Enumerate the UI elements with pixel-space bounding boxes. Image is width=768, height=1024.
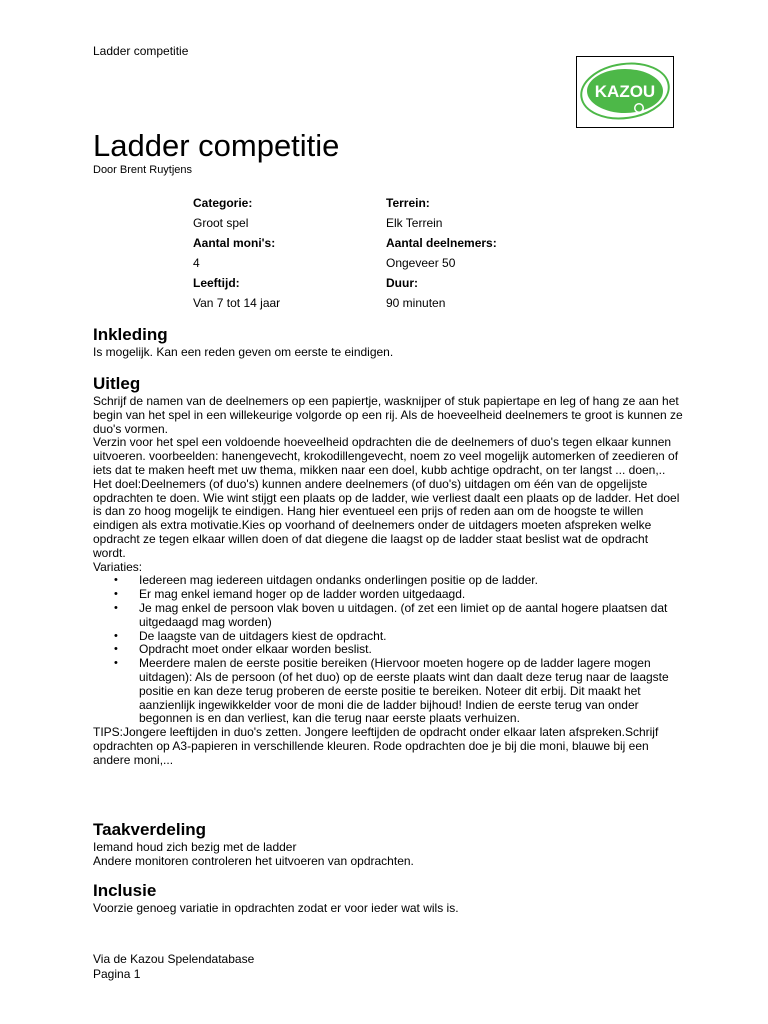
author: Door Brent Ruytjens (93, 164, 193, 176)
text-line: Iemand houd zich bezig met de ladder (93, 840, 297, 854)
categorie-label: Categorie: (193, 196, 253, 210)
list-item: • Iedereen mag iedereen uitdagen ondanks onderlingen positie op de ladder. (93, 574, 669, 588)
terrein-label: Terrein: (386, 196, 430, 210)
deelnemers-value: Ongeveer 50 (386, 256, 456, 270)
list-item: • Meerdere malen de eerste positie bereiken (Hiervoor moeten hogere op de ladder lagere mogen uitdagen): Als de persoon (of het duo) op de eerste plaats wint dan daalt deze terug naar de laagste positie en kan deze terug proberen de eerste positie te bereiken. Noteer dit erbij. Dit maakt het aanzienlijk ingewikkelder voor de moni die de ladder bijhoud! Indien de eerste terug van onder begonnen is en dan verliest, kan die terug naar eerste plaats verhuizen. (93, 657, 669, 726)
tips-paragraph: TIPS:Jongere leeftijden in duo's zetten. Jongere leeftijden de opdracht onder elkaar laten afspreken.Schrijf opdrachten op A3-papieren in verschillende kleuren. Rode opdrachten doe je bij die moni, blauwe bij een andere moni,... (93, 725, 659, 767)
section-text: Is mogelijk. Kan een reden geven om eerste te eindigen. (93, 345, 394, 359)
section-taakverdeling (93, 820, 683, 869)
section-inkleding (93, 325, 683, 360)
paragraph: Het doel:Deelnemers (of duo's) kunnen andere deelnemers (of duo's) uitdagen om één van de opgelijste opdrachten te doen. Wie wint stijgt een plaats op de ladder, wie verliest daalt een plaats op de ladder. Het doel is dan zo hoog mogelijk te eindigen. Hang hier eventueel een prijs of reden aan om de hoogste te willen eindigen als extra motivatie.Kies op voorhand of deelnemers onder de uitdagers moeten afspreken welke opdracht ze tegen elkaar willen doen of dat diegene die laagst op de ladder staat beslist wat de opdracht wordt. (93, 476, 680, 560)
logo-text: KAZOU (594, 82, 656, 101)
footer-page-number: Pagina 1 (93, 967, 141, 981)
meta-row (193, 253, 579, 273)
section-heading: Inclusie (93, 881, 157, 900)
list-item: • Er mag enkel iemand hoger op de ladder worden uitgedaagd. (93, 588, 669, 602)
meta-row (193, 293, 579, 313)
meta-row (193, 193, 579, 213)
paragraph: Variaties: (93, 559, 143, 574)
meta-table (193, 193, 579, 313)
monis-value: 4 (193, 256, 200, 270)
page-title: Ladder competitie (93, 128, 340, 163)
variations-list (93, 574, 683, 726)
section-heading: Uitleg (93, 374, 141, 393)
page-footer (93, 952, 254, 982)
paragraph: Schrijf de namen van de deelnemers op een papiertje, wasknijper of stuk papiertape en leg of hang ze aan het begin van het spel in een willekeurige volgorde op een rij. Als de hoeveelheid deelnemers te groot is kunnen ze duo's vormen. (93, 394, 683, 436)
running-header: Ladder competitie (93, 44, 189, 58)
section-inclusie (93, 881, 683, 916)
categorie-value: Groot spel (193, 216, 249, 230)
paragraph: Verzin voor het spel een voldoende hoeveelheid opdrachten die de deelnemers of duo's tegen elkaar kunnen uitvoeren. voorbeelden: hanengevecht, krokodillengevecht, noem zo veel mogelijk automerken of zeedieren of iets dat te maken heeft met uw thema, mikken naar een doel, kubb achtige opdracht, on ter langst ... doen,.. (93, 435, 679, 477)
leeftijd-label: Leeftijd: (193, 276, 240, 290)
leeftijd-value: Van 7 tot 14 jaar (193, 296, 281, 310)
meta-row (193, 273, 579, 293)
deelnemers-label: Aantal deelnemers: (386, 236, 497, 250)
list-item: • Je mag enkel de persoon vlak boven u uitdagen. (of zet een limiet op de aantal hogere plaatsen dat uitgedaagd mag worden) (93, 602, 669, 630)
section-text: Voorzie genoeg variatie in opdrachten zodat er voor ieder wat wils is. (93, 901, 459, 915)
duur-value: 90 minuten (386, 296, 446, 310)
list-item: • Opdracht moet onder elkaar worden beslist. (93, 643, 669, 657)
kazou-logo (576, 56, 674, 128)
monis-label: Aantal moni's: (193, 236, 276, 250)
footer-source: Via de Kazou Spelendatabase (93, 952, 255, 966)
section-uitleg (93, 374, 683, 768)
section-heading: Taakverdeling (93, 820, 207, 839)
section-heading: Inkleding (93, 325, 168, 344)
duur-label: Duur: (386, 276, 418, 290)
list-item: • De laagste van de uitdagers kiest de opdracht. (93, 630, 669, 644)
meta-row (193, 213, 579, 233)
text-line: Andere monitoren controleren het uitvoeren van opdrachten. (93, 853, 414, 868)
meta-row (193, 233, 579, 253)
terrein-value: Elk Terrein (386, 216, 443, 230)
